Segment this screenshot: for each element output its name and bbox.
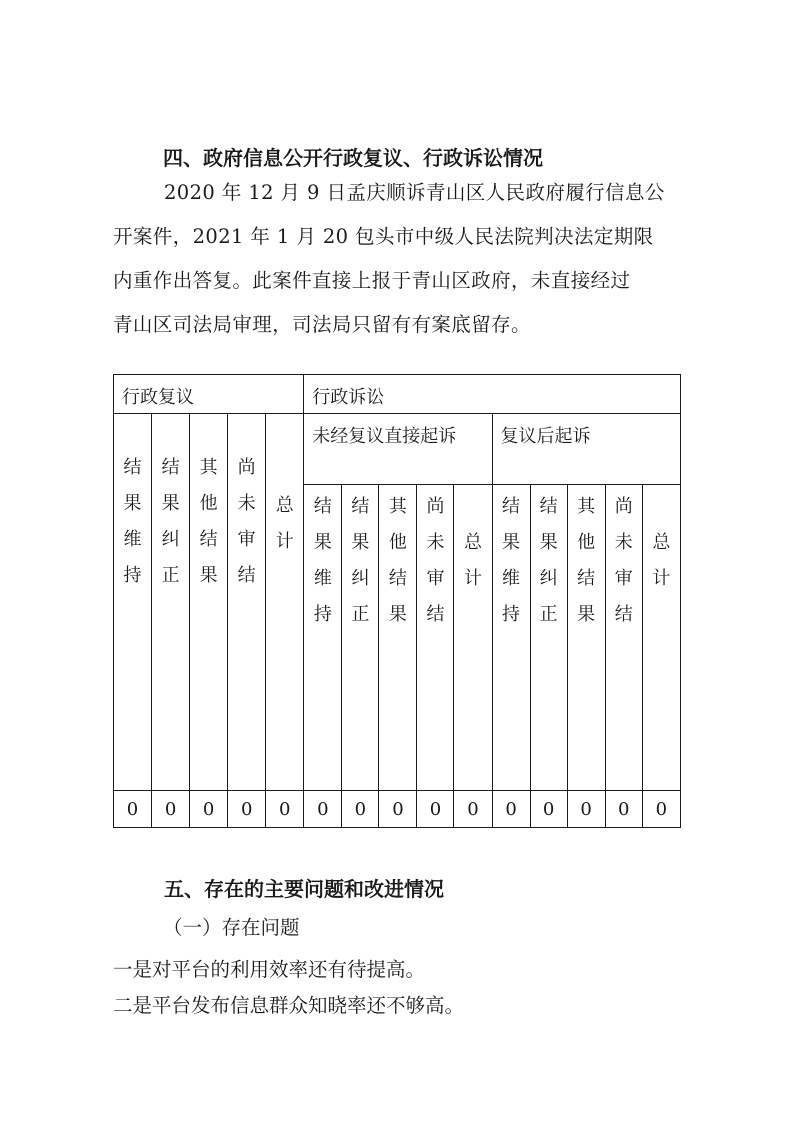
direct-col-corrected: 结果纠正 xyxy=(342,485,379,791)
paragraph-line-1: 2020 年 12 月 9 日孟庆顺诉青山区人民政府履行信息公 xyxy=(164,181,665,204)
paragraph-line-3: 内重作出答复。此案件直接上报于青山区政府，未直接经过 xyxy=(113,269,631,292)
section-5-title: 五、存在的主要问题和改进情况 xyxy=(164,877,444,901)
value-cell: 0 xyxy=(304,791,342,828)
direct-col-other: 其他结果 xyxy=(379,485,417,791)
value-cell: 0 xyxy=(492,791,530,828)
value-cell: 0 xyxy=(530,791,567,828)
problem-item-2: 二是平台发布信息群众知晓率还不够高。 xyxy=(113,994,465,1017)
after-col-pending: 尚未审结 xyxy=(605,485,642,791)
direct-col-total: 总计 xyxy=(454,485,492,791)
value-cell: 0 xyxy=(454,791,492,828)
value-cell: 0 xyxy=(417,791,454,828)
admin-review-header: 行政复议 xyxy=(114,375,304,414)
direct-suit-header: 未经复议直接起诉 xyxy=(304,414,492,485)
value-cell: 0 xyxy=(342,791,379,828)
review-col-total: 总计 xyxy=(266,414,304,791)
direct-col-upheld: 结果维持 xyxy=(304,485,342,791)
after-review-suit-header: 复议后起诉 xyxy=(492,414,680,485)
value-cell: 0 xyxy=(266,791,304,828)
review-litigation-table xyxy=(113,374,681,828)
paragraph-line-4: 青山区司法局审理，司法局只留有有案底留存。 xyxy=(113,313,531,336)
review-col-corrected: 结果纠正 xyxy=(152,414,190,791)
after-col-upheld: 结果维持 xyxy=(492,485,530,791)
review-col-upheld: 结果维持 xyxy=(114,414,152,791)
direct-col-pending: 尚未审结 xyxy=(417,485,454,791)
after-col-total: 总计 xyxy=(642,485,680,791)
section-4-title: 四、政府信息公开行政复议、行政诉讼情况 xyxy=(163,146,543,170)
value-cell: 0 xyxy=(605,791,642,828)
after-col-other: 其他结果 xyxy=(567,485,605,791)
review-col-pending: 尚未审结 xyxy=(228,414,266,791)
value-cell: 0 xyxy=(114,791,152,828)
subheading-existing-problems: （一）存在问题 xyxy=(163,916,300,939)
litigation-header: 行政诉讼 xyxy=(304,375,681,414)
value-cell: 0 xyxy=(642,791,680,828)
value-cell: 0 xyxy=(190,791,228,828)
after-col-corrected: 结果纠正 xyxy=(530,485,567,791)
value-cell: 0 xyxy=(152,791,190,828)
paragraph-line-2: 开案件，2021 年 1 月 20 包头市中级人民法院判决法定期限 xyxy=(113,225,654,248)
review-col-other: 其他结果 xyxy=(190,414,228,791)
problem-item-1: 一是对平台的利用效率还有待提高。 xyxy=(113,958,426,981)
value-cell: 0 xyxy=(379,791,417,828)
value-cell: 0 xyxy=(567,791,605,828)
value-cell: 0 xyxy=(228,791,266,828)
